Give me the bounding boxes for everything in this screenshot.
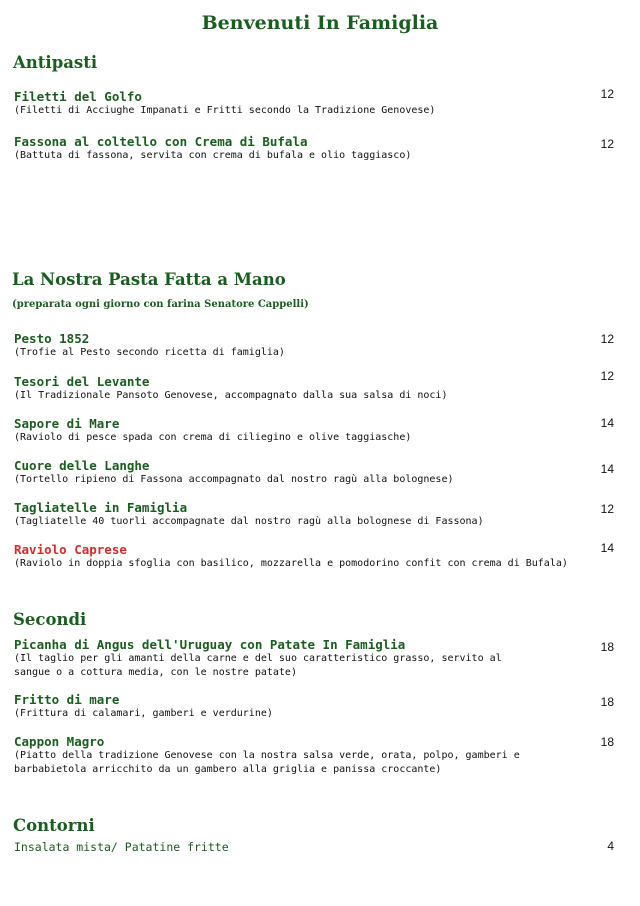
dish-price: 12 xyxy=(600,87,614,101)
dish-name: Picanha di Angus dell'Uruguay con Patate In Famiglia xyxy=(14,637,406,652)
dish-description: (Tortello ripieno di Fassona accompagnato dal nostro ragù alla bolognese) xyxy=(14,474,454,485)
dish-description: (Il taglio per gli amanti della carne e del suo caratteristico grasso, servito al xyxy=(14,653,502,664)
dish-price: 12 xyxy=(600,502,614,516)
section-heading-antipasti: Antipasti xyxy=(13,53,98,72)
dish-description: (Trofie al Pesto secondo ricetta di famiglia) xyxy=(14,347,285,358)
dish-description: (Filetti di Acciughe Impanati e Fritti secondo la Tradizione Genovese) xyxy=(14,105,436,116)
dish-name-highlight: Raviolo Caprese xyxy=(14,542,127,557)
dish-price: 12 xyxy=(600,332,614,346)
dish-price: 14 xyxy=(600,541,614,555)
dish-description: sangue o a cottura media, con le nostre patate) xyxy=(14,667,297,678)
dish-price: 14 xyxy=(600,416,614,430)
dish-name: Cappon Magro xyxy=(14,734,105,749)
dish-name: Tagliatelle in Famiglia xyxy=(14,500,188,515)
section-heading-secondi: Secondi xyxy=(13,610,87,629)
dish-name: Cuore delle Langhe xyxy=(14,458,150,473)
section-heading-pasta: La Nostra Pasta Fatta a Mano xyxy=(12,270,286,289)
dish-name: Insalata mista/ Patatine fritte xyxy=(14,840,229,854)
dish-price: 12 xyxy=(600,369,614,383)
dish-name: Fassona al coltello con Crema di Bufala xyxy=(14,134,308,149)
dish-description: barbabietola arricchito da un gambero alla griglia e panissa croccante) xyxy=(14,764,442,775)
dish-name: Fritto di mare xyxy=(14,692,120,707)
section-heading-contorni: Contorni xyxy=(13,816,95,835)
dish-price: 4 xyxy=(607,839,614,853)
dish-price: 18 xyxy=(600,735,614,749)
dish-description: (Tagliatelle 40 tuorli accompagnate dal nostro ragù alla bolognese di Fassona) xyxy=(14,516,484,527)
dish-description: (Frittura di calamari, gamberi e verdurine) xyxy=(14,708,273,719)
dish-price: 14 xyxy=(600,462,614,476)
dish-name: Filetti del Golfo xyxy=(14,89,142,104)
dish-description: (Piatto della tradizione Genovese con la nostra salsa verde, orata, polpo, gamberi e xyxy=(14,750,520,761)
dish-description: (Il Tradizionale Pansoto Genovese, accompagnato dalla sua salsa di noci) xyxy=(14,390,448,401)
menu-title: Benvenuti In Famiglia xyxy=(201,12,439,34)
section-note-pasta: (preparata ogni giorno con farina Senatore Cappelli) xyxy=(12,299,309,310)
dish-price: 18 xyxy=(600,640,614,654)
dish-description: (Raviolo di pesce spada con crema di ciliegino e olive taggiasche) xyxy=(14,432,412,443)
dish-description: (Battuta di fassona, servita con crema di bufala e olio taggiasco) xyxy=(14,150,412,161)
dish-name: Tesori del Levante xyxy=(14,374,150,389)
dish-name: Sapore di Mare xyxy=(14,416,120,431)
dish-price: 18 xyxy=(600,695,614,709)
dish-price: 12 xyxy=(600,137,614,151)
dish-description: (Raviolo in doppia sfoglia con basilico, mozzarella e pomodorino confit con crema di Bufala) xyxy=(14,558,568,569)
dish-name: Pesto 1852 xyxy=(14,331,90,346)
